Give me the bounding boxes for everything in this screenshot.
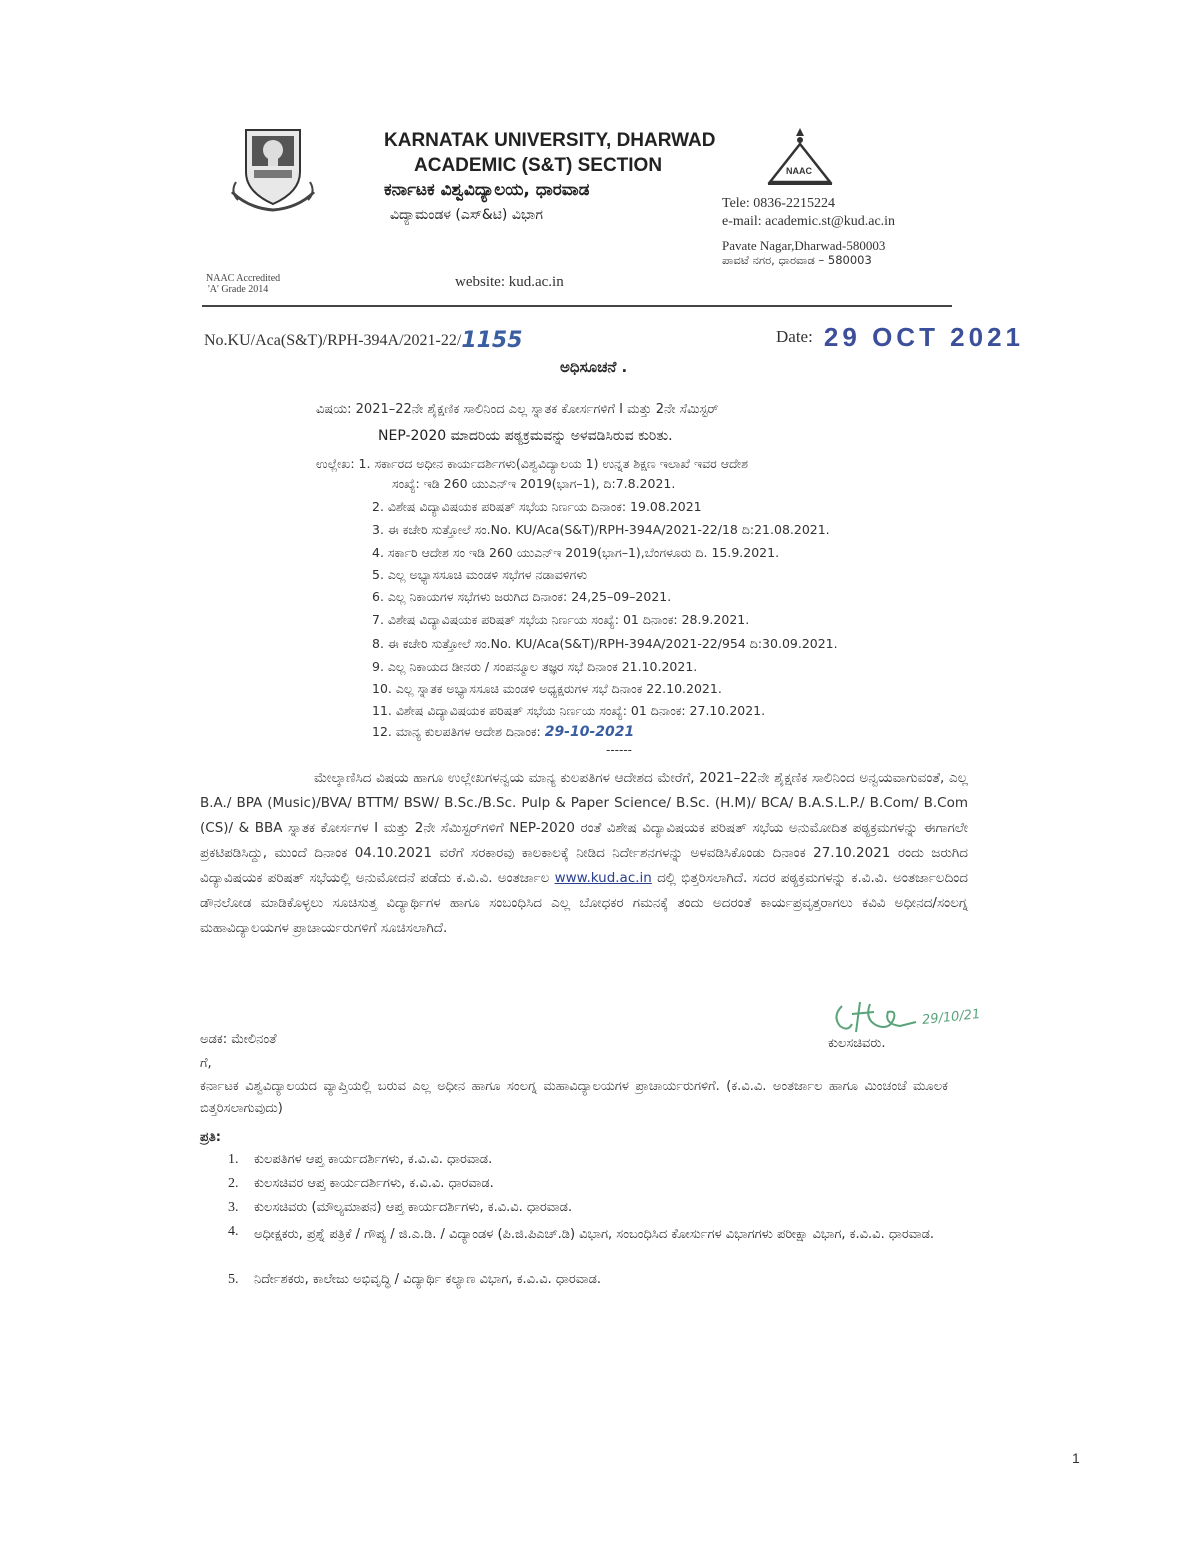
university-website-link[interactable]: www.kud.ac.in — [554, 870, 652, 886]
university-name-en: KARNATAK UNIVERSITY, DHARWAD — [384, 130, 716, 151]
address-en: Pavate Nagar,Dharwad-580003 — [722, 238, 886, 253]
copy-item — [228, 1176, 948, 1200]
copy-item — [228, 1152, 948, 1176]
naac-accreditation-line2: 'A' Grade 2014 — [208, 284, 269, 295]
naac-logo — [762, 126, 838, 188]
university-crest-logo — [228, 122, 318, 214]
reference-item: 7. ವಿಶೇಷ ವಿದ್ಯಾವಿಷಯಕ ಪರಿಷತ್ ಸಭೆಯ ನಿರ್ಣಯ ಸಂಖ್ಯೆ: 01 ದಿನಾಂಕ: 28.9.2021. — [372, 612, 750, 627]
subject-line1: ವಿಷಯ: 2021–22ನೇ ಶೈಕ್ಷಣಿಕ ಸಾಲಿನಿಂದ ಎಲ್ಲ ಸ್ನಾತಕ ಕೋರ್ಸಗಳಿಗೆ I ಮತ್ತು 2ನೇ ಸೆಮಿಸ್ಟರ್ — [316, 402, 719, 417]
page-number: 1 — [1072, 1450, 1080, 1466]
to-recipients: ಕರ್ನಾಟಕ ವಿಶ್ವವಿದ್ಯಾಲಯದ ವ್ಯಾಪ್ತಿಯಲ್ಲಿ ಬರುವ ಎಲ್ಲ ಅಧೀನ ಹಾಗೂ ಸಂಲಗ್ನ ಮಹಾವಿದ್ಯಾಲಯಗಳ ಪ್ರಾಚಾರ್ಯರುಗಳಿಗೆ. (ಕ.ವಿ.ವಿ. ಅಂತರ್ಜಾಲ ಹಾಗೂ ಮಿಂಚಂಚೆ ಮೂಲಕ ಬಿತ್ತರಿಸಲಾಗುವುದು) — [200, 1079, 948, 1116]
copy-item-text: ಕುಲಸಚಿವರು (ಮೌಲ್ಯಮಾಪನ) ಆಪ್ತ ಕಾರ್ಯದರ್ಶಿಗಳು, ಕ.ವಿ.ವಿ. ಧಾರವಾಡ. — [254, 1200, 573, 1215]
copy-list — [228, 1152, 948, 1296]
copy-item — [228, 1272, 948, 1296]
body-text-part1: ಮೇಲ್ಕಾಣಿಸಿದ ವಿಷಯ ಹಾಗೂ ಉಲ್ಲೇಖಗಳನ್ವಯ ಮಾನ್ಯ ಕುಲಪತಿಗಳ ಆದೇಶದ ಮೇರೆಗೆ, 2021–22ನೇ ಶೈಕ್ಷಣಿಕ ಸಾಲಿನಿಂದ ಅನ್ವಯವಾಗುವಂತೆ, ಎಲ್ಲ B.A./ BPA (Music)/BVA/ BTTM/ BSW/ B.Sc./B.Sc. Pulp & Paper Science/ B.Sc. (H.M)/ BCA/ B.A.S.L.P./ B.Com/ B.Com (CS)/ & BBA ಸ್ನಾತಕ ಕೋರ್ಸಗಳ I ಮತ್ತು 2ನೇ ಸೆಮಿಸ್ಟರ್‌ಗಳಿಗೆ NEP-2020 ರಂತೆ ವಿಶೇಷ ವಿದ್ಯಾವಿಷಯಕ ಪರಿಷತ್ ಸಭೆಯ ಅನುಮೋದಿತ ಪಠ್ಯಕ್ರಮಗಳನ್ನು ಈಗಾಗಲೇ ಪ್ರಕಟಿಪಡಿಸಿದ್ದು, ಮುಂದೆ ದಿನಾಂಕ 04.10.2021 ವರೆಗೆ ಸರಕಾರವು ಕಾಲಕಾಲಕ್ಕೆ ನೀಡಿದ ನಿರ್ದೇಶನಗಳನ್ನು ಅಳವಡಿಸಿಕೊಂಡು ದಿನಾಂಕ 27.10.2021 ರಂದು ಜರುಗಿದ ವಿದ್ಯಾವಿಷಯಕ ಪರಿಷತ್ ಸಭೆಯಲ್ಲಿ ಅನುಮೋದನೆ ಪಡೆದು ಕ.ವಿ.ವಿ. ಅಂತರ್ಜಾಲ — [200, 770, 968, 886]
reference-item-text: 12. ಮಾನ್ಯ ಕುಲಪತಿಗಳ ಆದೇಶ ದಿನಾಂಕ: — [372, 724, 545, 739]
copy-item-text: ಕುಲಪತಿಗಳ ಆಪ್ತ ಕಾರ್ಯದರ್ಶಿಗಳು, ಕ.ವಿ.ವಿ. ಧಾರವಾಡ. — [254, 1152, 493, 1167]
copy-item-text: ಕುಲಸಚಿವರ ಆಪ್ತ ಕಾರ್ಯದರ್ಶಿಗಳು, ಕ.ವಿ.ವಿ. ಧಾರವಾಡ. — [254, 1176, 494, 1191]
reference-number-hand: 1155 — [461, 328, 523, 353]
header-divider — [202, 305, 952, 307]
copy-label: ಪ್ರತಿ: — [200, 1130, 221, 1145]
signatory-designation: ಕುಲಸಚಿವರು. — [828, 1036, 886, 1051]
copy-item-number: 5. — [228, 1272, 239, 1287]
date-line — [776, 322, 1024, 353]
naac-logo-text: NAAC — [786, 166, 812, 176]
telephone: Tele: 0836-2215224 — [722, 196, 835, 211]
date-stamp: 29 OCT 2021 — [823, 322, 1025, 352]
naac-accreditation-line1: NAAC Accredited — [206, 273, 281, 284]
section-name-en: ACADEMIC (S&T) SECTION — [414, 155, 663, 176]
copy-item-number: 4. — [228, 1224, 239, 1239]
notification-title: ಅಧಿಸೂಚನೆ . — [560, 358, 628, 376]
address-kn: ಪಾವಟೆ ನಗರ, ಧಾರವಾಡ – 580003 — [722, 253, 872, 267]
reference-item: 11. ವಿಶೇಷ ವಿದ್ಯಾವಿಷಯಕ ಪರಿಷತ್ ಸಭೆಯ ನಿರ್ಣಯ ಸಂಖ್ಯೆ: 01 ದಿನಾಂಕ: 27.10.2021. — [372, 703, 766, 718]
copy-item — [228, 1224, 948, 1272]
body-text-part2: ದಲ್ಲಿ ಭಿತ್ತರಿಸಲಾಗಿದೆ. ಸದರ ಪಠ್ಯಕ್ರಮಗಳನ್ನು ಕ.ವಿ.ವಿ. ಅಂತರ್ಜಾಲದಿಂದ ಡೌನಲೋಡ ಮಾಡಿಕೊಳ್ಳಲು ಸೂಚಿಸುತ್ತ ವಿದ್ಯಾರ್ಥಿಗಳ ಹಾಗೂ ಸಂಬಂಧಿಸಿದ ಎಲ್ಲ ಬೋಧಕರ ಗಮನಕ್ಕೆ ತಂದು ಅದರಂತೆ ಕಾರ್ಯಪ್ರವೃತ್ತರಾಗಲು ಕವಿವಿ ಅಧೀನದ/ಸಂಲಗ್ನ ಮಹಾವಿದ್ಯಾಲಯಗಳ ಪ್ರಾಚಾರ್ಯರುಗಳಿಗೆ ಸೂಚಿಸಲಾಗಿದೆ. — [200, 870, 968, 936]
subject-line2: NEP-2020 ಮಾದರಿಯ ಪಠ್ಯಕ್ರಮವನ್ನು ಅಳವಡಿಸಿರುವ ಕುರಿತು. — [378, 428, 673, 444]
signature-scribble-icon — [830, 996, 920, 1038]
copy-item-number: 2. — [228, 1176, 239, 1191]
date-label: Date: — [776, 327, 813, 346]
website: website: kud.ac.in — [455, 274, 564, 290]
signature-date-hand: 29/10/21 — [921, 1006, 982, 1029]
reference-item: ಸಂಖ್ಯೆ: ಇಡಿ 260 ಯುಎನ್ಇ 2019(ಭಾಗ–1), ದಿ:7.8.2021. — [392, 476, 676, 491]
separator: ------ — [606, 742, 632, 757]
university-name-kn: ಕರ್ನಾಟಕ ವಿಶ್ವವಿದ್ಯಾಲಯ, ಧಾರವಾಡ — [384, 180, 590, 200]
reference-item: 8. ಈ ಕಚೇರಿ ಸುತ್ತೋಲೆ ಸಂ.No. KU/Aca(S&T)/RPH-394A/2021-22/954 ದಿ:30.09.2021. — [372, 636, 838, 651]
reference-item: 9. ಎಲ್ಲ ನಿಕಾಯದ ಡೀನರು / ಸಂಪನ್ಮೂಲ ತಜ್ಞರ ಸಭೆ ದಿನಾಂಕ 21.10.2021. — [372, 659, 698, 674]
to-label: ಗೆ, — [200, 1056, 212, 1071]
reference-item: 2. ವಿಶೇಷ ವಿದ್ಯಾವಿಷಯಕ ಪರಿಷತ್ ಸಭೆಯ ನಿರ್ಣಯ ದಿನಾಂಕ: 19.08.2021 — [372, 499, 702, 514]
reference-item: 4. ಸರ್ಕಾರಿ ಆದೇಶ ಸಂ ಇಡಿ 260 ಯುಎನ್ಇ 2019(ಭಾಗ–1),ಬೆಂಗಳೂರು ದಿ. 15.9.2021. — [372, 545, 780, 560]
copy-item-text: ನಿರ್ದೇಶಕರು, ಕಾಲೇಜು ಅಭಿವೃದ್ಧಿ / ವಿದ್ಯಾರ್ಥಿ ಕಲ್ಯಾಣ ವಿಭಾಗ, ಕ.ವಿ.ವಿ. ಧಾರವಾಡ. — [254, 1272, 602, 1287]
reference-item-12 — [372, 724, 634, 740]
copy-item-number: 1. — [228, 1152, 239, 1167]
reference-item: 3. ಈ ಕಚೇರಿ ಸುತ್ತೋಲೆ ಸಂ.No. KU/Aca(S&T)/RPH-394A/2021-22/18 ದಿ:21.08.2021. — [372, 522, 830, 537]
copy-item — [228, 1200, 948, 1224]
reference-item: ಉಲ್ಲೇಖ: 1. ಸರ್ಕಾರದ ಅಧೀನ ಕಾರ್ಯದರ್ಶಿಗಳು(ವಿಶ್ವವಿದ್ಯಾಲಯ 1) ಉನ್ನತ ಶಿಕ್ಷಣ ಇಲಾಖೆ ಇವರ ಆದೇಶ — [316, 456, 748, 471]
copy-item-number: 3. — [228, 1200, 239, 1215]
reference-number-prefix: No.KU/Aca(S&T)/RPH-394A/2021-22/ — [204, 332, 462, 349]
reference-item: 10. ಎಲ್ಲ ಸ್ನಾತಕ ಅಭ್ಯಾಸಸೂಚಿ ಮಂಡಳಿ ಅಧ್ಯಕ್ಷರುಗಳ ಸಭೆ ದಿನಾಂಕ 22.10.2021. — [372, 681, 722, 696]
reference-item: 6. ಎಲ್ಲ ನಿಕಾಯಗಳ ಸಭೆಗಳು ಜರುಗಿದ ದಿನಾಂಕ: 24,25–09–2021. — [372, 589, 672, 604]
reference-item: 5. ಎಲ್ಲ ಅಭ್ಯಾಸಸೂಚಿ ಮಂಡಳಿ ಸಭೆಗಳ ನಡಾವಳಿಗಳು — [372, 567, 588, 582]
reference-number — [204, 326, 523, 351]
reference-hand-date: 29-10-2021 — [544, 724, 635, 740]
body-paragraph — [200, 766, 968, 941]
enclosure-line: ಅಡಕ: ಮೇಲಿನಂತೆ — [200, 1032, 277, 1047]
email: e-mail: academic.st@kud.ac.in — [722, 214, 896, 229]
copy-item-text: ಅಧೀಕ್ಷಕರು, ಪ್ರಶ್ನೆ ಪತ್ರಿಕೆ / ಗೌಪ್ಯ / ಜಿ.ಎ.ಡಿ. / ವಿದ್ಯಾಂಡಳ (ಪಿ.ಜಿ.ಪಿಎಚ್.ಡಿ) ವಿಭಾಗ, ಸಂಬಂಧಿಸಿದ ಕೋರ್ಸುಗಳ ವಿಭಾಗಗಳು ಪರೀಕ್ಷಾ ವಿಭಾಗ, ಕ.ವಿ.ವಿ. ಧಾರವಾಡ. — [254, 1227, 935, 1242]
section-name-kn: ವಿದ್ಯಾಮಂಡಳ (ಎಸ್&ಟಿ) ವಿಭಾಗ — [390, 207, 543, 223]
